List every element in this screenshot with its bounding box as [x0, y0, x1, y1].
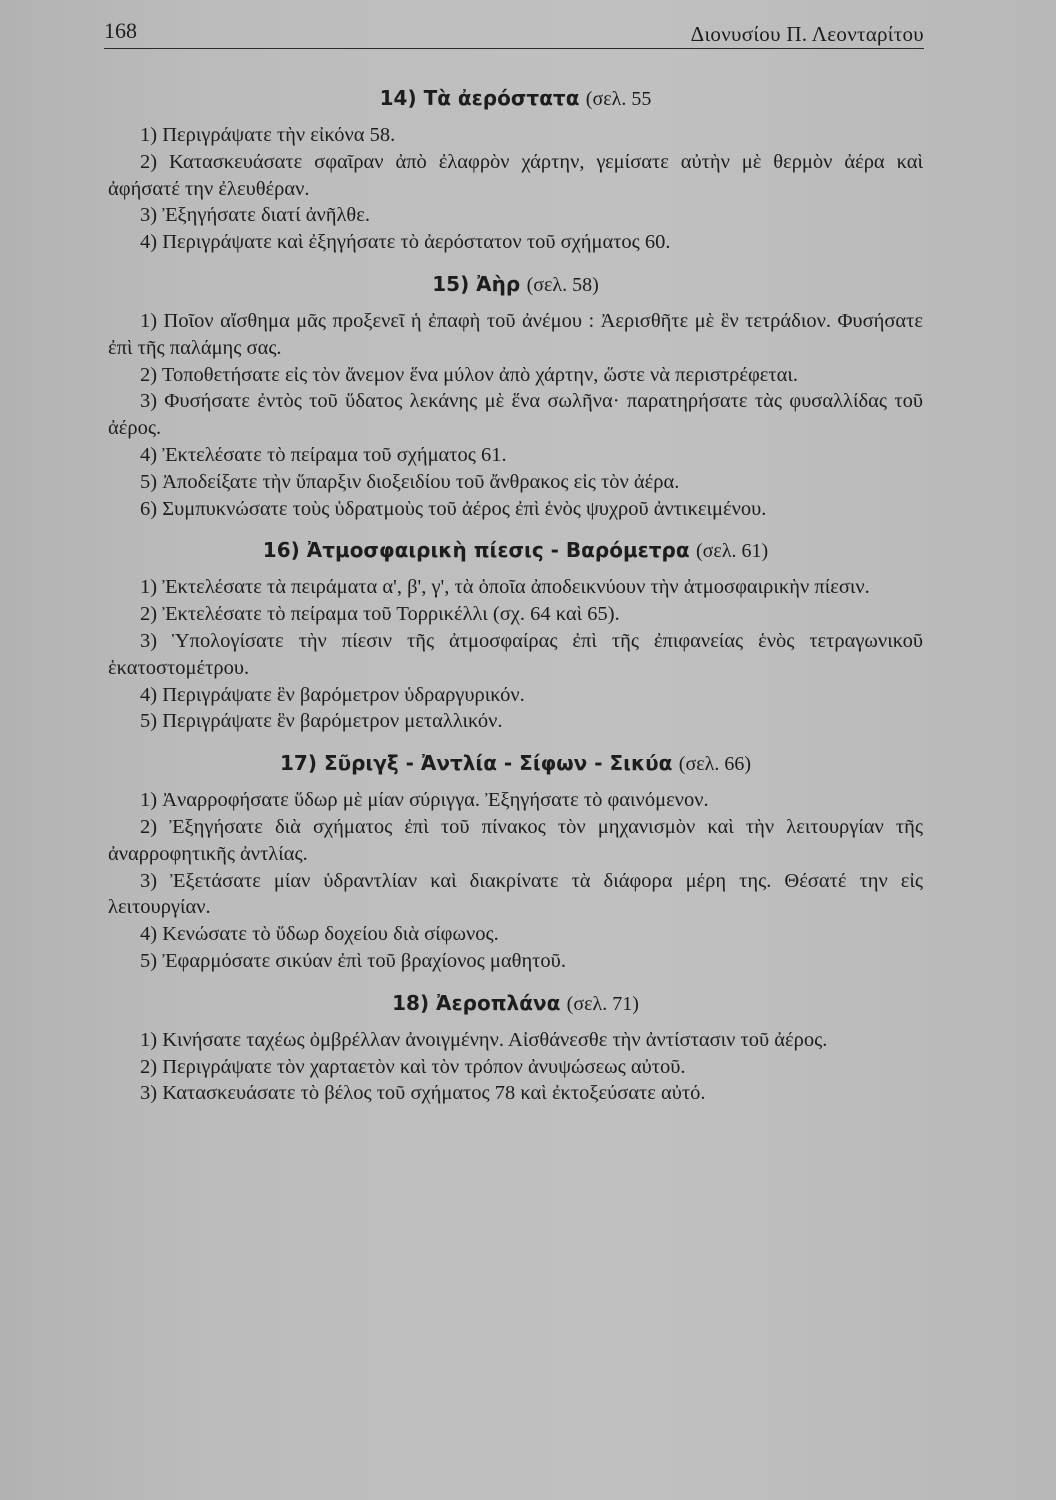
exercise-item: 2) Ἐκτελέσατε τὸ πείραμα τοῦ Τορρικέλλι (σχ. 64 καὶ 65).	[140, 603, 620, 626]
exercise-item: 1) Κινήσατε ταχέως ὀμβρέλλαν ἀνοιγμένην. Αἰσθάνεσθε τὴν ἀντίστασιν τοῦ ἀέρος.	[140, 1028, 828, 1051]
exercise-item: 5) Ἀποδείξατε τὴν ὕπαρξιν διοξειδίου τοῦ ἄνθρακος εἰς τὸν ἀέρα.	[140, 470, 680, 493]
exercise-item: 5) Ἐφαρμόσατε σικύαν ἐπὶ τοῦ βραχίονος μαθητοῦ.	[140, 949, 566, 972]
section-title: 15) Ἀὴρ	[432, 271, 521, 296]
exercise-item: 4) Ἐκτελέσατε τὸ πείραμα τοῦ σχήματος 61.	[140, 443, 507, 466]
section-heading	[108, 989, 923, 1018]
exercise-item: 5) Περιγράψατε ἓν βαρόμετρον μεταλλικόν.	[140, 710, 503, 733]
exercise-item: 6) Συμπυκνώσατε τοὺς ὑδρατμοὺς τοῦ ἀέρος ἐπὶ ἑνὸς ψυχροῦ ἀντικειμένου.	[140, 497, 767, 520]
section-heading	[108, 536, 923, 565]
section-page-ref: (σελ. 58)	[526, 273, 599, 296]
exercise-item: 2) Ἐξηγήσατε διὰ σχήματος ἐπὶ τοῦ πίνακος τὸν μηχανισμὸν καὶ τὴν λειτουργίαν τῆς ἀναρροφητικῆς ἀντλίας.	[108, 815, 923, 865]
exercise-item: 4) Κενώσατε τὸ ὕδωρ δοχείου διὰ σίφωνος.	[140, 923, 499, 946]
section-16	[108, 536, 923, 735]
section-page-ref: (σελ. 61)	[695, 540, 769, 563]
section-heading	[108, 270, 923, 299]
page-content	[108, 84, 923, 1107]
exercise-item: 1) Ποῖον αἴσθημα μᾶς προξενεῖ ἡ ἐπαφὴ τοῦ ἀνέμου : Ἀερισθῆτε μὲ ἓν τετράδιον. Φυσήσατε ἐπὶ τῆς παλάμης σας.	[108, 309, 923, 359]
exercise-item: 4) Περιγράψατε ἓν βαρόμετρον ὑδραργυρικόν.	[140, 683, 525, 706]
section-title: 16) Ἀτμοσφαιρικὴ πίεσις - Βαρόμετρα	[262, 538, 690, 563]
exercise-item: 2) Κατασκευάσατε σφαῖραν ἀπὸ ἐλαφρὸν χάρτην, γεμίσατε αὐτὴν μὲ θερμὸν ἀέρα καὶ ἀφήσατέ την ἐλευθέραν.	[108, 150, 923, 200]
exercise-item: 1) Ἐκτελέσατε τὰ πειράματα α', β', γ', τὰ ὁποῖα ἀποδεικνύουν τὴν ἀτμοσφαιρικὴν πίεσιν.	[140, 576, 870, 599]
exercise-item: 2) Τοποθετήσατε εἰς τὸν ἄνεμον ἕνα μύλον ἀπὸ χάρτην, ὥστε νὰ περιστρέφεται.	[140, 363, 799, 386]
exercise-item: 3) Κατασκευάσατε τὸ βέλος τοῦ σχήματος 78 καὶ ἐκτοξεύσατε αὐτό.	[140, 1082, 706, 1105]
section-page-ref: (σελ. 55	[585, 88, 652, 110]
section-title: 17) Σῦριγξ - Ἀντλία - Σίφων - Σικύα	[280, 751, 673, 776]
section-17	[108, 749, 923, 975]
exercise-item: 3) Ὑπολογίσατε τὴν πίεσιν τῆς ἀτμοσφαίρας ἐπὶ τῆς ἐπιφανείας ἑνὸς τετραγωνικοῦ ἑκατοστομέτρου.	[108, 629, 923, 679]
section-18	[108, 989, 923, 1107]
exercise-item: 2) Περιγράψατε τὸν χαρταετὸν καὶ τὸν τρόπον ἀνυψώσεως αὐτοῦ.	[140, 1055, 686, 1078]
section-title: 14) Τὰ ἀερόστατα	[379, 86, 580, 110]
section-page-ref: (σελ. 71)	[566, 992, 639, 1015]
running-head: Διονυσίου Π. Λεονταρίτου	[690, 22, 924, 46]
section-15	[108, 270, 923, 522]
exercise-item: 1) Περιγράψατε τὴν εἰκόνα 58.	[140, 124, 396, 146]
section-14	[108, 84, 923, 256]
exercise-item: 3) Φυσήσατε ἐντὸς τοῦ ὕδατος λεκάνης μὲ ἕνα σωλῆνα· παρατηρήσατε τὰς φυσαλλίδας τοῦ ἀέρος.	[108, 390, 923, 440]
page-header	[104, 18, 924, 49]
section-page-ref: (σελ. 66)	[678, 753, 751, 776]
page-number: 168	[104, 18, 137, 43]
section-heading	[108, 84, 923, 113]
section-title: 18) Ἀεροπλάνα	[392, 990, 561, 1015]
section-heading	[108, 749, 923, 778]
exercise-item: 3) Ἐξηγήσατε διατί ἀνῆλθε.	[140, 204, 370, 227]
exercise-item: 1) Ἀναρροφήσατε ὕδωρ μὲ μίαν σύριγγα. Ἐξηγήσατε τὸ φαινόμενον.	[140, 789, 709, 812]
exercise-item: 3) Ἐξετάσατε μίαν ὑδραντλίαν καὶ διακρίνατε τὰ διάφορα μέρη της. Θέσατέ την εἰς λειτουργίαν.	[108, 869, 923, 919]
exercise-item: 4) Περιγράψατε καὶ ἐξηγήσατε τὸ ἀερόστατον τοῦ σχήματος 60.	[140, 231, 671, 254]
